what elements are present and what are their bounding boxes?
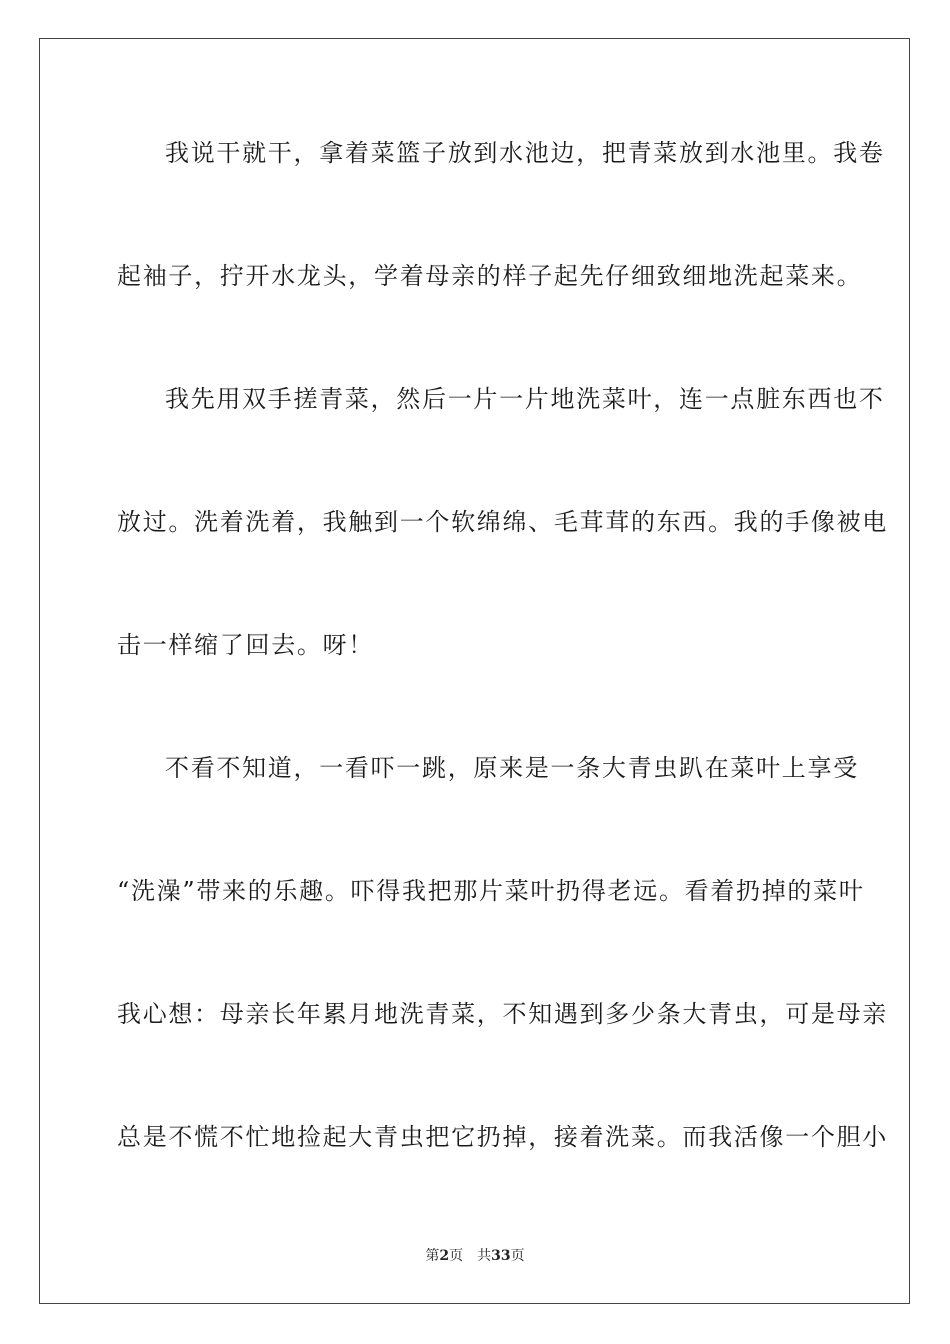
text-line: 不看不知道，一看吓一跳，原来是一条大青虫趴在菜叶上享受 — [165, 754, 859, 782]
page-number-label: 第2页 — [425, 1248, 464, 1264]
total-pages-label: 共33页 — [477, 1248, 525, 1264]
text-line: 我心想：母亲长年累月地洗青菜，不知遇到多少条大青虫，可是母亲 — [117, 1000, 888, 1028]
text-line: “洗澡”带来的乐趣。吓得我把那片菜叶扔得老远。看着扔掉的菜叶 — [117, 877, 865, 905]
text-line: 我说干就干，拿着菜篮子放到水池边，把青菜放到水池里。我卷 — [165, 139, 885, 167]
text-line: 击一样缩了回去。呀！ — [117, 631, 374, 659]
text-line: 我先用双手搓青菜，然后一片一片地洗菜叶，连一点脏东西也不 — [165, 385, 885, 413]
page-border — [39, 38, 910, 1304]
text-line: 起袖子，拧开水龙头，学着母亲的样子起先仔细致细地洗起菜来。 — [117, 262, 863, 290]
page-footer — [0, 1247, 950, 1265]
text-line: 总是不慌不忙地捡起大青虫把它扔掉，接着洗菜。而我活像一个胆小 — [117, 1123, 888, 1151]
text-line: 放过。洗着洗着，我触到一个软绵绵、毛茸茸的东西。我的手像被电 — [117, 508, 888, 536]
